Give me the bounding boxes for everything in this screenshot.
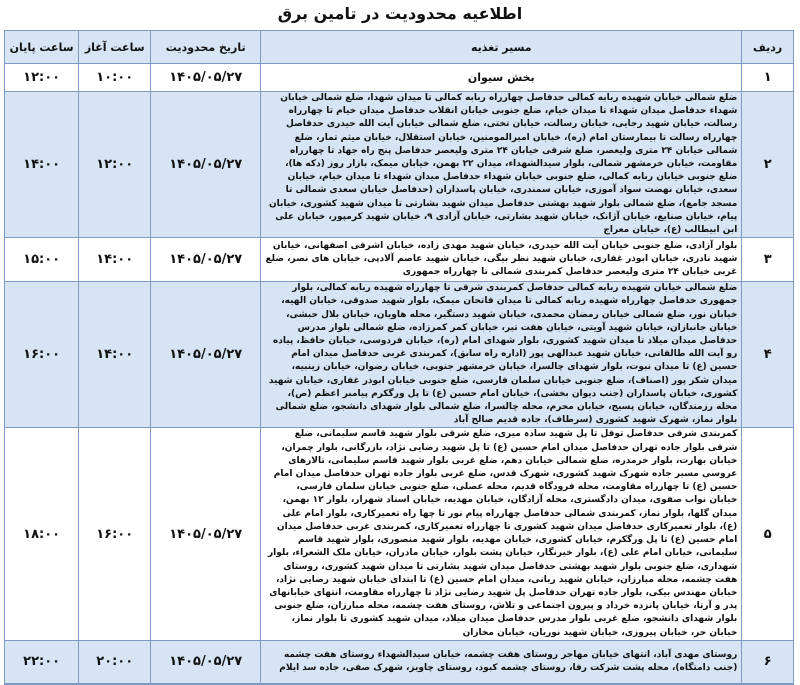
route-cell: ضلع شمالی خیابان شهیده ربابه کمالی حدفاصل چهارراه ربابه کمالی تا میدان شهدا، ضلع شمالی خیابان شهداء حدفاصل میدان شهداء تا میدان خیام، ضلع جنوبی خیابان انقلاب حدفاصل میدان خیام تا چهارراه رسالت، خیابان شهید رجایی، خیابان رسالت، خیابان تختی، ضلع شمالی خیابان آیت الله حیدری حدفاصل چهارراه رسالت تا بیمارستان امام (ره)، خیابان امیرالمومنین، خیابان استقلال، خیابان میثم تمار، ضلع شمالی خیابان ۲۴ متری ولیعصر، ضلع شرقی خیابان ۲۴ متری ولیعصر حدفاصل پنج راه جهاد تا چهارراه مقاومت، خیابان خرمشهر شمالی، بلوار سیدالشهداء، میدان ۲۲ بهمن، خیابان میمک، بازار روز (دکه ها)، ضلع جنوبی خیابان ربابه کمالی، ضلع جنوبی خیابان شهداء حدفاصل میدان شهداء تا میدان خیام، خیابان سعدی، خیابان نهضت سواد آموزی، خیابان سمندری، خیابان پاسداران (حدفاصل خیابان سعدی شمالی تا مسجد جامع)، ضلع شمالی بلوار شهید بهشتی حدفاصل میدان شهید بشارتی تا میدان شهید کشوری، خیابان پیام، خیابان صنایع، خیابان آژانک، خیابان شهید بشارتی، خیابان آزادی ۹، خیابان شهید کرمپور، خیابان علی ابن ابیطالب (ع)، خیابان معراج [261,92,742,238]
start-time-cell: ۱۴:۰۰ [79,282,151,428]
row-number: ۵ [742,428,794,640]
end-time-cell: ۱۲:۰۰ [5,64,79,92]
row-number: ۲ [742,92,794,238]
table-row [5,238,794,282]
start-time-cell: ۱۰:۰۰ [79,64,151,92]
row-number: ۶ [742,640,794,684]
row-number: ۴ [742,282,794,428]
table-row [5,428,794,640]
date-cell: ۱۴۰۵/۰۵/۲۷ [151,238,261,282]
route-cell: روستای مهدی آباد، انتهای خیابان مهاجر روستای هفت چشمه، خیابان سیدالشهداء روستای هفت چشمه (جنب دامتگاه)، محله پشت شرکت رفا، روستای چشمه کبود، روستای چاویز، شهرک صفی، جاده سد ایلام [261,640,742,684]
start-time-cell: ۱۴:۰۰ [79,238,151,282]
header-date: تاریخ محدودیت [151,31,261,64]
route-cell: بلوار آزادی، ضلع جنوبی خیابان آیت الله حیدری، خیابان شهید مهدی زاده، خیابان اشرفی اصفهانی، خیابان شهید نادری، خیابان ابوذر غفاری، خیابان شهید نظر بیگی، خیابان شهید عاصم آلادپی، خیابان های نصر، ضلع غربی خیابان ۲۴ متری ولیعصر حدفاصل کمربندی شمالی تا چهارراه جمهوری [261,238,742,282]
route-cell: کمربندی شرقی حدفاصل توقل تا پل شهید سادہ میری، ضلع شرقی بلوار شهید قاسم سلیمانی، ضلع شرقی بلوار جاده تهران حدفاصل میدان امام حسین (ع) تا پل شهید رضایی نژاد، بازرگانی، بلوار چمران، خیابان بهارت، بلوار خرمدره، ضلع شمالی خیابان دهم، ضلع غربی بلوار شهید قاسم سلیمانی، تالارهای عروسی مسیر جاده شهرک شهید کشوری، شهرک قدس، ضلع غربی بلوار جاده تهران حدفاصل میدان امام حسین (ع) تا چهارراه مقاومت، محله فرودگاه قدیم، محله عصلی، ضلع جنوبی خیابان سلمان فارسی، خیابان نواب صفوی، میدان دادگستری، محله آزادگان، خیابان مهدیه، خیابان اسناد شهرار، بلوار ۱۲ بهمن، میدان گلها، بلوار نماز، کمربندی شمالی حدفاصل چهارراه پیام نور تا چها راه تعمیرکاری، بلوار امام علی (ع)، بلوار تعمیرکاری حدفاصل میدان شهید کشوری تا چهارراه تعمیرکاری، کمربندی غربی حدفاصل میدان امام حسین (ع) تا پل ورگکرم، خیابان کشوری، خیابان مهدیه، بلوار شهید منصوری، بلوار شهید قاسم سلیمانی، خیابان امام علی (ع)، بلوار خیرنگار، خیابان پشت بلوار، خیابان مادران، خیابان ملک الشعراء، بلوار شهداری، ضلع جنوبی بلوار شهید بهشتی حدفاصل میدان شهید بشارتی تا میدان شهید کشوری، روستای هفت چشمه، محله مبارزان، خیابان شهید ربانی، میدان امام حسین (ع) تا ابتدای خیابان شهید رضایی نژاد، خیابان مهندس بیکی، بلوار جاده تهران حدفاصل پل شهید رضایی نژاد تا چهارراه مقاومت، انتهای خیابانهای پدر و آرتا، خیابان پانزده خرداد و پیرون اجتماعی و تلاش، روستای هفت چشمه، محله مبارزان، ضلع جنوبی بلوار شهدای دانشجو، ضلع غربی بلوار مدرس حدفاصل میدان میلاد، میدان شهید کشوری تا بلوار نماز، خیابان حر، خیابان پیروزی، خیابان شهید نوریان، خیابان مخازان [261,428,742,640]
date-cell: ۱۴۰۵/۰۵/۲۷ [151,640,261,684]
row-number: ۱ [742,64,794,92]
end-time-cell: ۱۶:۰۰ [5,282,79,428]
date-cell: ۱۴۰۵/۰۵/۲۷ [151,64,261,92]
table-row [5,64,794,92]
end-time-cell: ۱۸:۰۰ [5,428,79,640]
date-cell: ۱۴۰۵/۰۵/۲۷ [151,428,261,640]
header-row-number: ردیف [742,31,794,64]
end-time-cell: ۱۴:۰۰ [5,92,79,238]
header-route: مسیر تغذیه [261,31,742,64]
table-row [5,282,794,428]
start-time-cell: ۱۶:۰۰ [79,428,151,640]
start-time-cell: ۱۲:۰۰ [79,92,151,238]
end-time-cell: ۱۵:۰۰ [5,238,79,282]
page-title: اطلاعیه محدودیت در تامین برق [277,4,523,23]
header-start-time: ساعت آغاز [79,31,151,64]
outage-table [4,30,794,685]
table-row [5,92,794,238]
row-number: ۳ [742,238,794,282]
date-cell: ۱۴۰۵/۰۵/۲۷ [151,282,261,428]
end-time-cell: ۲۲:۰۰ [5,640,79,684]
route-cell: ضلع شمالی خیابان شهیده ربابه کمالی حدفاصل کمربندی شرقی تا چهارراه شهیده ربابه کمالی، بلوار جمهوری حدفاصل چهارراه شهیده ربابه کمالی تا میدان فاتحان میمک، بلوار شهید صدوقی، خیابان الهیه، خیابان نور، ضلع شمالی خیابان رمضان محمدی، خیابان شهید دستگیر، محله هاویان، خیابان بلال حبشی، خیابان جانبازان، خیابان شهید آویتی، خیابان هفت تیر، خیابان کمر کمرزاده، ضلع شمالی بلوار مدرس حدفاصل میدان میلاد تا میدان شهید کشوری، بلوار شهدای امام (ره)، خیابان فردوسی، خیابان حافظ، پیاده رو آیت الله طالقانی، خیابان شهید عبدالهی پور (اداره راه سابق)، کمربندی غربی حدفاصل میدان امام حسین (ع) تا میدان نبوت، بلوار شهدای چالسرا، خیابان خرمشهر جنوبی، خیابان رضوان، خیابان زینبیه، میدان شکر پور (اصناف)، ضلع جنوبی خیابان سلمان فارسی، ضلع جنوبی خیابان ابوذر غفاری، خیابان شهید کشوری، خیابان پاسداران (جنب دیوان بخشی)، خیابان امام حسین (ع) تا پل ورگکرم پیامبر اعظم (ص)، محله رزمندگان، خیابان پسیج، خیابان محرم، محله چالسرا، ضلع شمالی بلوار شهدای دانشجو، ضلع شمالی بلوار نماز، شهرک شهید کشوری (سرطاف)، جاده قدیم صالح آباد [261,282,742,428]
route-cell: بخش سیوان [261,64,742,92]
table-row [5,640,794,684]
date-cell: ۱۴۰۵/۰۵/۲۷ [151,92,261,238]
table-header-row [5,31,794,64]
start-time-cell: ۲۰:۰۰ [79,640,151,684]
header-end-time: ساعت پایان [5,31,79,64]
